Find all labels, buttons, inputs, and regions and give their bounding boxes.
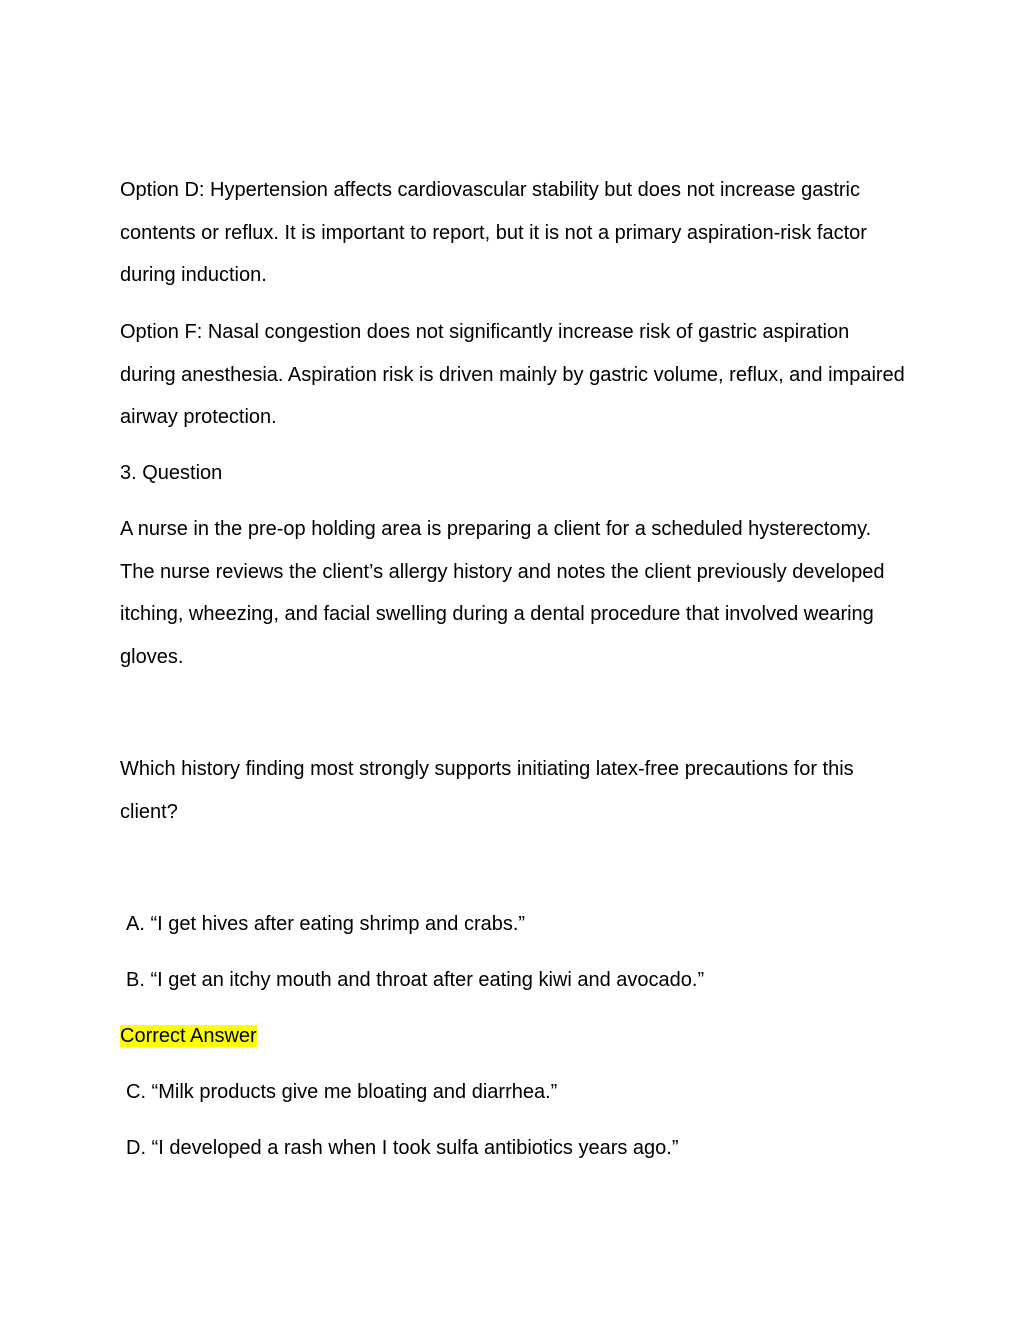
correct-answer-highlight: Correct Answer xyxy=(120,1025,257,1047)
explanation-option-f: Option F: Nasal congestion does not significantly increase risk of gastric aspiration during anesthesia. Aspiration risk is driven mainly by gastric volume, reflux, and impaired airway protection. xyxy=(120,321,905,428)
question-prompt: Which history finding most strongly supports initiating latex-free precautions for this client? xyxy=(120,758,854,823)
answer-option-b: B. “I get an itchy mouth and throat after eating kiwi and avocado.” xyxy=(126,969,705,991)
correct-answer-label xyxy=(120,1022,257,1050)
answer-option-d: D. “I developed a rash when I took sulfa antibiotics years ago.” xyxy=(126,1137,679,1159)
question-heading: 3. Question xyxy=(120,462,223,484)
explanation-option-d: Option D: Hypertension affects cardiovascular stability but does not increase gastric contents or reflux. It is important to report, but it is not a primary aspiration-risk factor during induction. xyxy=(120,179,867,286)
question-stem: A nurse in the pre-op holding area is preparing a client for a scheduled hysterectomy. The nurse reviews the client’s allergy history and notes the client previously developed itching, wheezing, and facial swelling during a dental procedure that involved wearing gloves. xyxy=(120,518,885,668)
answer-option-a: A. “I get hives after eating shrimp and crabs.” xyxy=(126,913,526,935)
answer-option-c: C. “Milk products give me bloating and diarrhea.” xyxy=(126,1081,558,1103)
